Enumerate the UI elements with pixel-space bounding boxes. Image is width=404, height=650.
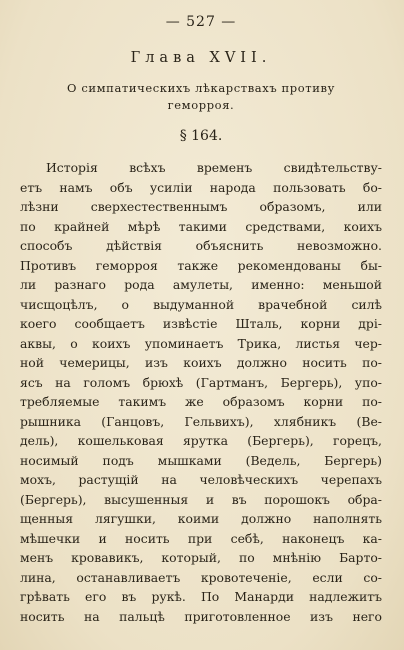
- text-line: етъ намъ объ усиліи народа пользовать бо-: [20, 179, 382, 195]
- text-line: щенныя лягушки, коими должно наполнять: [20, 511, 382, 526]
- text-line: по крайней мѣрѣ такими средствами, коихъ: [20, 218, 382, 234]
- text-line: аквы, о коихъ упоминаетъ Трика, листья чер-: [20, 335, 382, 351]
- body-text: [20, 158, 382, 626]
- text-line: лѣзни сверхестественнымъ образомъ, или: [20, 199, 382, 214]
- text-line: рышника (Ганцовъ, Гельвихъ), хлябникъ (Ве-: [20, 413, 382, 429]
- text-line: требляемые такимъ же образомъ корни по-: [20, 394, 382, 409]
- chapter-heading: Глава XVII.: [130, 50, 272, 66]
- text-line: носить на пальцѣ приготовленное изъ него: [20, 608, 382, 624]
- text-line: мохъ, растущій на человѣческихъ черепахъ: [20, 472, 382, 487]
- text-line: ной чемерицы, изъ коихъ должно носить по-: [20, 355, 382, 370]
- text-line: чисщоцѣлъ, о выдуманной врачебной силѣ: [20, 296, 382, 312]
- text-line: Исторія всѣхъ временъ свидѣтельству-: [46, 160, 382, 175]
- text-line: мѣшечки и носить при себѣ, наконецъ ка-: [20, 530, 382, 546]
- chapter-subtitle: О симпатическихъ лѣкарствахъ противу геморроя.: [67, 81, 335, 112]
- text-line: коего сообщаетъ извѣстіе Шталь, корни дрі-: [20, 316, 382, 331]
- text-line: (Бергерь), высушенныя и въ порошокъ обра-: [20, 491, 382, 507]
- text-line: менъ кровавикъ, который, по мнѣнію Барто-: [20, 550, 382, 565]
- text-line: Противъ геморроя также рекомендованы бы-: [20, 257, 382, 273]
- text-line: дель), кошельковая ярутка (Бергерь), горецъ,: [20, 433, 382, 448]
- text-line: лина, останавливаетъ кровотеченіе, если со-: [20, 569, 382, 585]
- text-line: способъ дѣйствія объяснить невозможно.: [20, 238, 382, 253]
- text-line: ли разнаго рода амулеты, именно: меньшой: [20, 277, 382, 292]
- text-line: носимый подъ мышками (Ведель, Бергерь): [20, 452, 382, 468]
- section-mark: § 164.: [179, 128, 223, 144]
- text-line: грѣвать его въ рукѣ. По Манарди надлежитъ: [20, 589, 382, 604]
- page-number: — 527 —: [165, 14, 237, 30]
- text-line: ясъ на голомъ брюхѣ (Гартманъ, Бергерь), упо-: [20, 374, 382, 390]
